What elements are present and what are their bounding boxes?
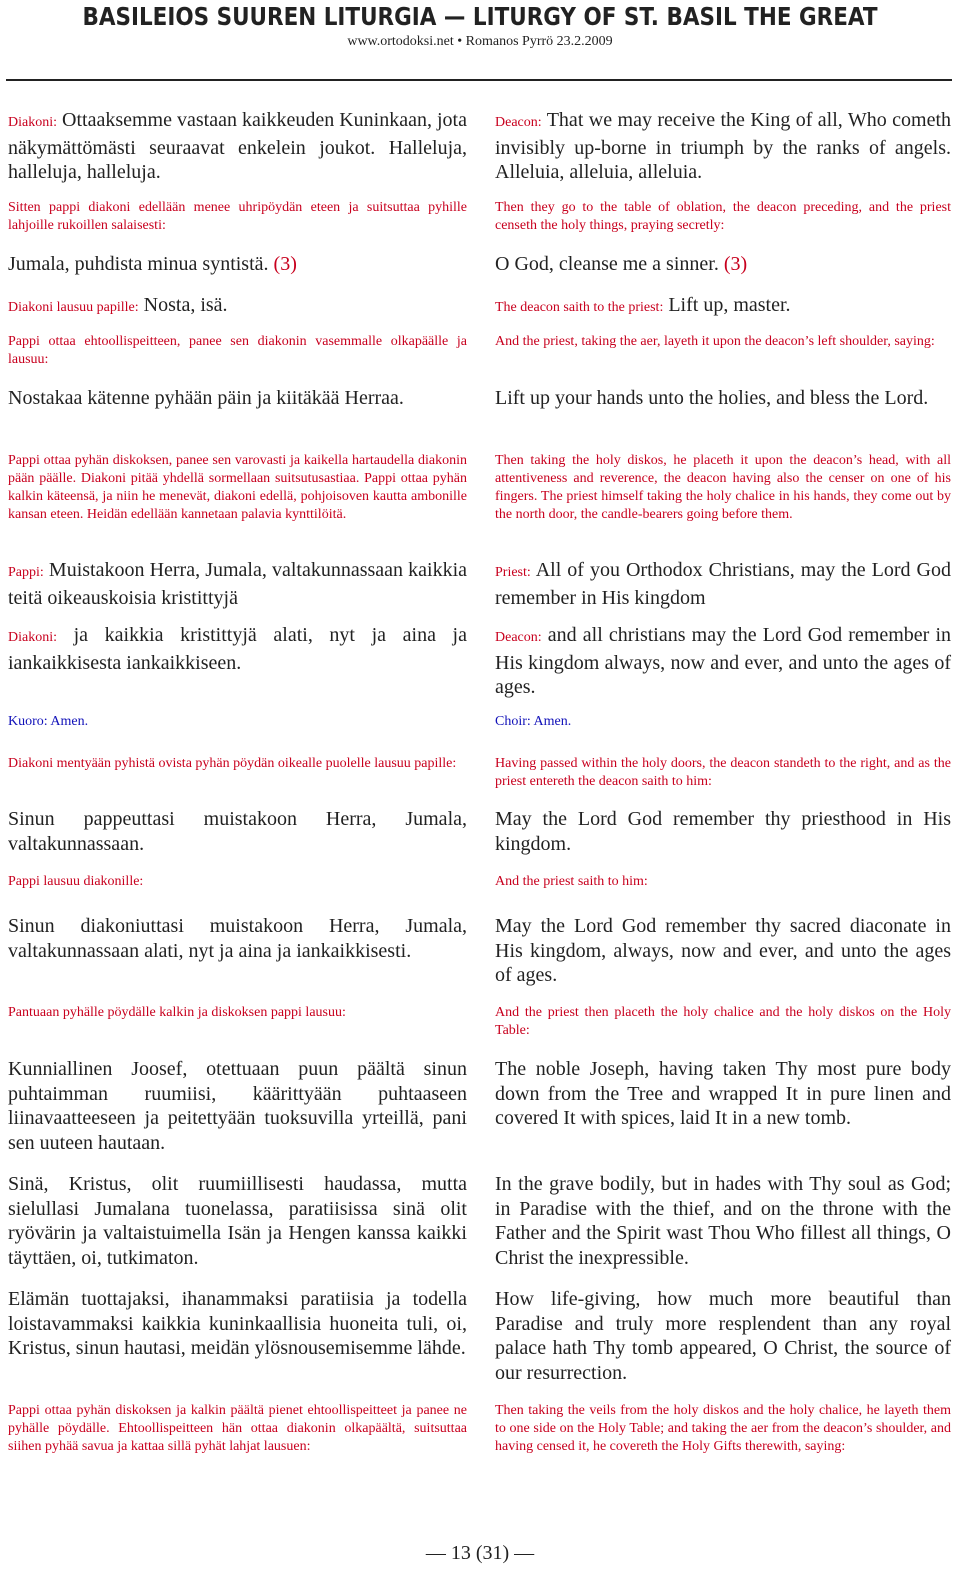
repeat-count: (3) <box>723 253 748 275</box>
paragraph <box>8 558 467 610</box>
text: Lift up, master. <box>668 294 791 316</box>
speaker-label: Pappi: <box>8 565 44 580</box>
paragraph <box>8 623 467 675</box>
text: O God, cleanse me a sinner. <box>495 253 719 275</box>
rubric: Sitten pappi diakoni edellään menee uhripöydän eteen ja suitsuttaa pyhille lahjoille rukoillen salaisesti: <box>8 200 467 233</box>
rubric: And the priest saith to him: <box>495 874 648 889</box>
speaker-label: Deacon: <box>495 630 542 645</box>
speaker-label: Diakoni: <box>8 630 57 645</box>
speaker-label: Deacon: <box>495 115 542 130</box>
paragraph: Lift up your hands unto the holies, and bless the Lord. <box>495 387 929 409</box>
choir-line <box>8 713 467 731</box>
header-rule <box>6 79 952 81</box>
paragraph: In the grave bodily, but in hades with Thy soul as God; in Paradise with the thief, and on the throne with the Father and the Spirit wast Thou Who fillest all things, O Christ the inexpressible. <box>495 1173 951 1269</box>
text: That we may receive the King of all, Who cometh invisibly up-borne in triumph by the ranks of angels. Alleluia, alleluia, alleluia. <box>495 109 951 184</box>
page-number: — 13 (31) — <box>425 1542 535 1564</box>
rubric: Pappi ottaa pyhän diskoksen, panee sen varovasti ja kaikella hartaudella diakonin pään päälle. Diakoni pitää yhdellä sormellaan suitsutusastiaa. Pappi ottaa pyhän kalkin käteensä, ja niin he menevät, diakoni edellä, pohjoisoven kautta ambonille kansan eteen. Heidän edellään kannetaan palavia kynttilöitä. <box>8 453 467 522</box>
text: Amen. <box>50 714 89 729</box>
paragraph: Kunniallinen Joosef, otettuaan puun päältä sinun puhtaimman ruumiisi, käärittyään puhtaaseen liinavaatteeseen ja peitettyään tuoksuvilla yrteillä, pani sen uuteen hautaan. <box>8 1058 467 1154</box>
document-title: BASILEIOS SUUREN LITURGIA — LITURGY OF ST. BASIL THE GREAT <box>82 2 878 31</box>
paragraph: Nostakaa kätenne pyhään päin ja kiitäkää Herraa. <box>8 387 404 409</box>
paragraph: Sinun pappeuttasi muistakoon Herra, Jumala, valtakunnassaan. <box>8 808 467 855</box>
text: Ottaaksemme vastaan kaikkeuden Kuninkaan, jota näkymättömästi seuraavat enkelein joukot. Halleluja, halleluja, halleluja. <box>8 109 467 184</box>
text: All of you Orthodox Christians, may the Lord God remember in His kingdom <box>495 559 951 609</box>
document-subtitle: www.ortodoksi.net • Romanos Pyrrö 23.2.2009 <box>347 34 613 49</box>
paragraph: May the Lord God remember thy priesthood in His kingdom. <box>495 808 951 855</box>
paragraph <box>495 252 951 277</box>
paragraph <box>8 252 467 277</box>
repeat-count: (3) <box>273 253 297 275</box>
text: Amen. <box>533 714 572 729</box>
paragraph: Sinun diakoniuttasi muistakoon Herra, Jumala, valtakunnassaan alati, nyt ja aina ja iankaikkisesti. <box>8 915 467 962</box>
rubric: Then they go to the table of oblation, the deacon preceding, and the priest censeth the holy things, praying secretly: <box>495 200 951 233</box>
rubric: Having passed within the holy doors, the deacon standeth to the right, and as the priest entereth the deacon saith to him: <box>495 756 951 789</box>
rubric: Pappi ottaa pyhän diskoksen ja kalkin päältä pienet ehtoollispeitteet ja panee ne pyhälle pöydälle. Ehtoollispeitteen hän ottaa diakonin olkapäältä, suitsuttaa siihen pyhää savua ja kattaa sillä pyhät lahjat lausuen: <box>8 1403 467 1454</box>
page-header <box>0 0 960 51</box>
rubric: Pantuaan pyhälle pöydälle kalkin ja diskoksen pappi lausuu: <box>8 1005 346 1020</box>
speaker-label: Diakoni: <box>8 115 57 130</box>
speaker-label: Kuoro: <box>8 714 48 729</box>
text: ja kaikkia kristittyjä alati, nyt ja aina ja iankaikkisesta iankaikkiseen. <box>8 624 467 674</box>
paragraph: Elämän tuottajaksi, ihanammaksi paratiisia ja todella loistavammaksi kaikkia kuninkaallisia huoneita tuli, oi, Kristus, sinun hautasi, meidän ylösnousemisemme lähde. <box>8 1288 467 1360</box>
rubric: Diakoni mentyään pyhistä ovista pyhän pöydän oikealle puolelle lausuu papille: <box>8 756 457 771</box>
text: Nosta, isä. <box>143 294 228 316</box>
rubric: Pappi ottaa ehtoollispeitteen, panee sen diakonin vasemmalle olkapäälle ja lausuu: <box>8 334 467 367</box>
rubric: And the priest, taking the aer, layeth it upon the deacon’s left shoulder, saying: <box>495 334 935 349</box>
speaker-label: Diakoni lausuu papille: <box>8 300 139 315</box>
text: Jumala, puhdista minua syntistä. <box>8 253 269 275</box>
paragraph <box>495 623 951 700</box>
rubric: Then taking the veils from the holy diskos and the holy chalice, he layeth them to one side on the Holy Table; and taking the aer from the deacon’s shoulder, and having censed it, he covereth the Holy Gifts therewith, saying: <box>495 1403 951 1454</box>
paragraph: May the Lord God remember thy sacred diaconate in His kingdom, always, now and ever, and unto the ages of ages. <box>495 915 951 987</box>
rubric: And the priest then placeth the holy chalice and the holy diskos on the Holy Table: <box>495 1005 951 1038</box>
rubric: Then taking the holy diskos, he placeth it upon the deacon’s head, with all attentiveness and reverence, the deacon having also the censer on one of his fingers. The priest himself taking the holy chalice in his hands, they come out by the north door, the candle-bearers going before them. <box>495 453 951 522</box>
paragraph: The noble Joseph, having taken Thy most pure body down from the Tree and wrapped It in pure linen and covered It with spices, laid It in a new tomb. <box>495 1058 951 1130</box>
speaker-label: The deacon saith to the priest: <box>495 300 664 315</box>
paragraph <box>495 108 951 185</box>
paragraph <box>8 108 467 185</box>
paragraph: Sinä, Kristus, olit ruumiillisesti haudassa, mutta sielullasi Jumalana tuonelassa, paratiisissa sinä olit ryövärin ja valtaistuimella Isän ja Hengen kanssa kaikki täyttäen, oi, tutkimaton. <box>8 1173 467 1269</box>
text: and all christians may the Lord God remember in His kingdom always, now and ever, and unto the ages of ages. <box>495 624 952 699</box>
rubric: Pappi lausuu diakonille: <box>8 874 144 889</box>
text: Muistakoon Herra, Jumala, valtakunnassaan kaikkia teitä oikeauskoisia kristittyjä <box>8 559 468 609</box>
paragraph <box>495 558 951 610</box>
paragraph: How life-giving, how much more beautiful than Paradise and truly more resplendent than any royal palace hath Thy tomb appeared, O Christ, the source of our resurrection. <box>495 1288 951 1384</box>
speaker-label: Priest: <box>495 565 531 580</box>
choir-line <box>495 713 951 731</box>
speaker-label: Choir: <box>495 714 531 729</box>
paragraph <box>8 293 467 321</box>
paragraph <box>495 293 951 321</box>
